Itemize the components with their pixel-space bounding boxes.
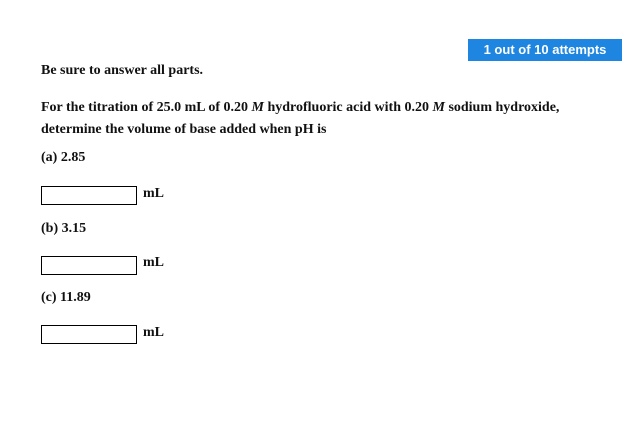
molarity-symbol: M bbox=[251, 100, 264, 115]
part-c-unit: mL bbox=[143, 325, 164, 340]
part-b-unit: mL bbox=[143, 255, 164, 270]
part-a-unit: mL bbox=[143, 186, 164, 201]
question-text bbox=[41, 97, 601, 141]
part-c-label: (c) 11.89 bbox=[41, 290, 91, 305]
part-c-answer-input[interactable] bbox=[41, 325, 137, 344]
part-b-answer-input[interactable] bbox=[41, 256, 137, 275]
attempts-badge: 1 out of 10 attempts bbox=[468, 39, 622, 61]
instruction-text: Be sure to answer all parts. bbox=[41, 63, 204, 78]
question-text-part1: For the titration of 25.0 mL of 0.20 bbox=[41, 100, 252, 115]
part-b-label: (b) 3.15 bbox=[41, 221, 87, 236]
question-text-part3: sodium hydroxide, determine the volume of base added when pH is bbox=[41, 100, 560, 137]
question-text-part2: hydrofluoric acid with 0.20 bbox=[263, 100, 433, 115]
part-a-answer-input[interactable] bbox=[41, 186, 137, 205]
molarity-symbol: M bbox=[432, 100, 445, 115]
part-a-label: (a) 2.85 bbox=[41, 150, 86, 165]
